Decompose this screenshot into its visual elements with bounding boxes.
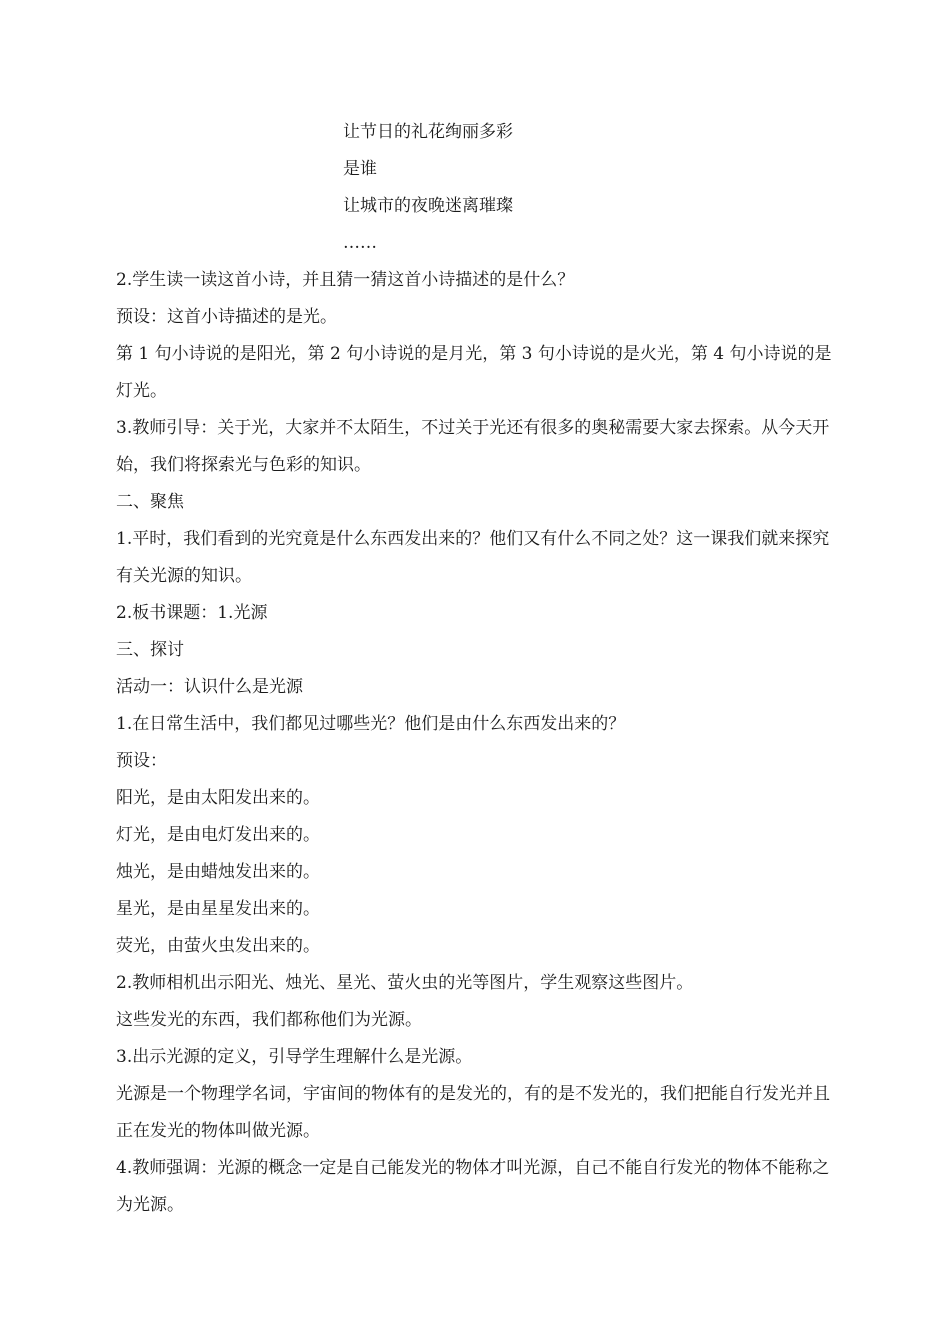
list-item: 荧光，由萤火虫发出来的。 (116, 936, 320, 956)
paragraph: 预设： (116, 751, 167, 771)
paragraph: 第 1 句小诗说的是阳光，第 2 句小诗说的是月光，第 3 句小诗说的是火光，第 4 句小诗说的是灯光。 (116, 344, 832, 401)
section-heading: 三、探讨 (116, 640, 184, 660)
list-item: 灯光，是由电灯发出来的。 (116, 825, 320, 845)
paragraph: 4.教师强调：光源的概念一定是自己能发光的物体才叫光源，自己不能自行发光的物体不能称之为光源。 (116, 1158, 830, 1215)
section-heading: 二、聚焦 (116, 492, 184, 512)
paragraph: 光源是一个物理学名词，宇宙间的物体有的是发光的，有的是不发光的，我们把能自行发光并且正在发光的物体叫做光源。 (116, 1084, 830, 1141)
list-item: 星光，是由星星发出来的。 (116, 899, 320, 919)
paragraph: 1.在日常生活中，我们都见过哪些光？他们是由什么东西发出来的？ (116, 714, 626, 734)
paragraph: 1.平时，我们看到的光究竟是什么东西发出来的？他们又有什么不同之处？这一课我们就来探究有关光源的知识。 (116, 529, 830, 586)
paragraph: 这些发光的东西，我们都称他们为光源。 (116, 1010, 422, 1030)
document-body (116, 262, 844, 1224)
poem-line: 让城市的夜晚迷离璀璨 (343, 196, 513, 216)
list-item: 阳光，是由太阳发出来的。 (116, 788, 320, 808)
poem-ellipsis: …… (343, 233, 377, 253)
activity-heading: 活动一：认识什么是光源 (116, 677, 303, 697)
paragraph: 2.板书课题：1.光源 (116, 603, 268, 623)
paragraph: 2.学生读一读这首小诗，并且猜一猜这首小诗描述的是什么？ (116, 270, 575, 290)
poem-line: 是谁 (343, 159, 377, 179)
paragraph: 3.教师引导：关于光，大家并不太陌生，不过关于光还有很多的奥秘需要大家去探索。从今天开始，我们将探索光与色彩的知识。 (116, 418, 830, 475)
poem-block (343, 114, 513, 262)
paragraph: 预设：这首小诗描述的是光。 (116, 307, 337, 327)
poem-line: 让节日的礼花绚丽多彩 (343, 122, 513, 142)
list-item: 烛光，是由蜡烛发出来的。 (116, 862, 320, 882)
paragraph: 3.出示光源的定义，引导学生理解什么是光源。 (116, 1047, 473, 1067)
paragraph: 2.教师相机出示阳光、烛光、星光、萤火虫的光等图片，学生观察这些图片。 (116, 973, 694, 993)
